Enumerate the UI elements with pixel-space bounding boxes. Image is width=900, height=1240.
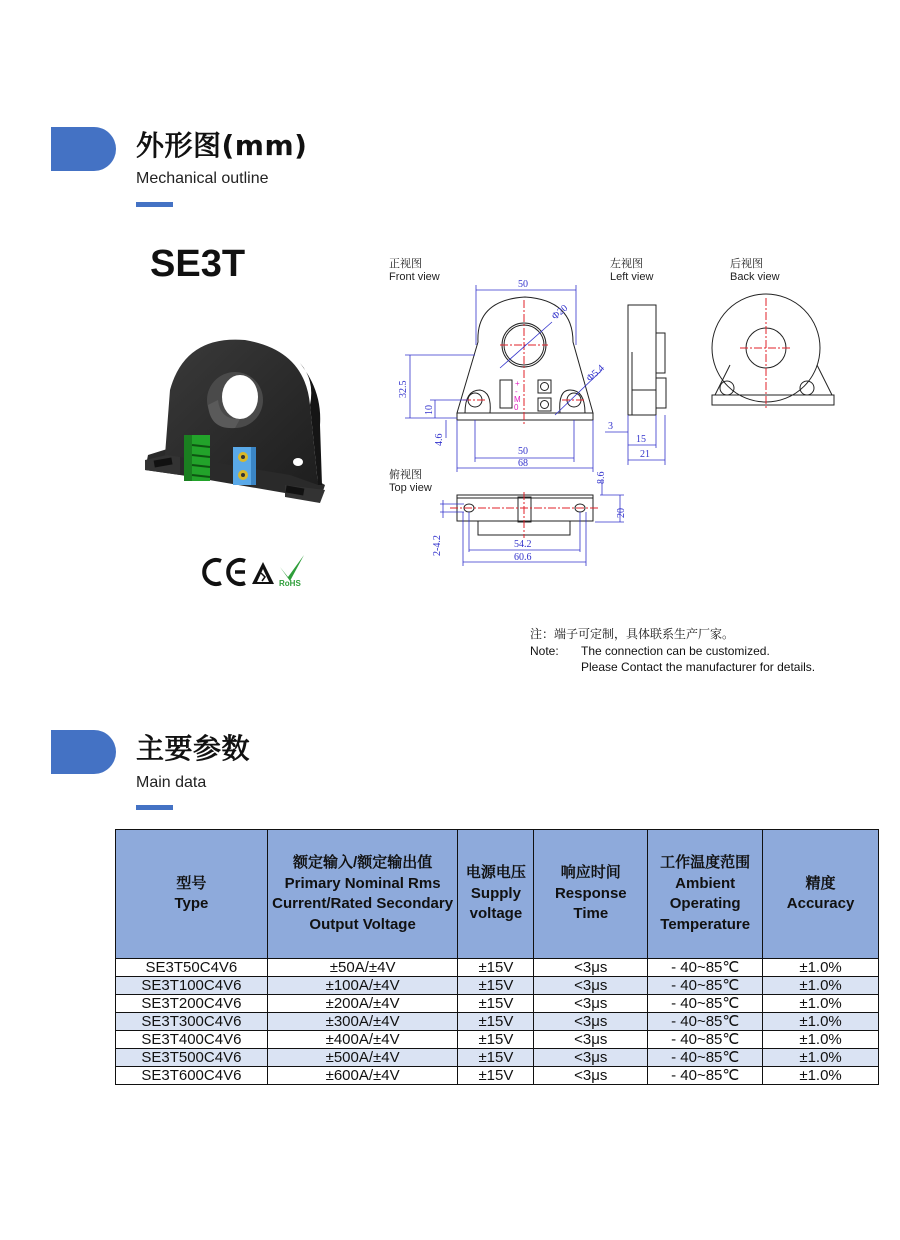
section-title-main-data: 主要参数 xyxy=(136,732,251,765)
spec-table xyxy=(115,829,879,1085)
table-row: SE3T200C4V6 ±200A/±4V ±15V <3μs - 40~85℃ ±1.0% xyxy=(116,995,879,1013)
table-row: SE3T400C4V6 ±400A/±4V ±15V <3μs - 40~85℃ ±1.0% xyxy=(116,1031,879,1049)
svg-text:Φ5.4: Φ5.4 xyxy=(584,362,607,385)
back-view-label: 后视图 Back view xyxy=(730,258,780,283)
svg-text:60.6: 60.6 xyxy=(514,552,532,563)
table-row: SE3T50C4V6 ±50A/±4V ±15V <3μs - 40~85℃ ±1.0% xyxy=(116,959,879,977)
header-temperature: 工作温度范围 Ambient Operating Temperature xyxy=(648,830,763,959)
header-type: 型号 Type xyxy=(116,830,268,959)
certification-marks xyxy=(200,553,306,587)
esd-mark-icon xyxy=(250,557,276,587)
header-supply-voltage: 电源电压 Supply voltage xyxy=(458,830,534,959)
rohs-mark-icon xyxy=(278,553,306,587)
svg-text:2-4.2: 2-4.2 xyxy=(432,535,443,556)
top-view-label: 俯视图 Top view xyxy=(389,469,432,494)
ce-mark-icon xyxy=(200,557,248,587)
table-row: SE3T100C4V6 ±100A/±4V ±15V <3μs - 40~85℃ ±1.0% xyxy=(116,977,879,995)
svg-text:+: + xyxy=(515,379,520,388)
svg-text:-: - xyxy=(515,387,518,396)
customization-note: 注：端子可定制，具体联系生产厂家。 Note: The connection can be customized. Please Contact the manufacturer for details. xyxy=(530,627,816,674)
svg-text:RoHS: RoHS xyxy=(279,579,301,587)
svg-text:3: 3 xyxy=(608,421,613,432)
table-row: SE3T500C4V6 ±500A/±4V ±15V <3μs - 40~85℃ ±1.0% xyxy=(116,1049,879,1067)
svg-text:20: 20 xyxy=(616,508,627,518)
svg-text:0: 0 xyxy=(514,403,519,412)
svg-text:21: 21 xyxy=(640,449,650,460)
table-row: SE3T300C4V6 ±300A/±4V ±15V <3μs - 40~85℃ ±1.0% xyxy=(116,1013,879,1031)
section-subtitle-main-data: Main data xyxy=(136,774,207,791)
section-tab-marker xyxy=(51,127,116,171)
front-view-label: 正视图 Front view xyxy=(389,258,440,283)
left-view-label: 左视图 Left view xyxy=(610,258,654,283)
svg-text:Φ20: Φ20 xyxy=(549,302,571,323)
section-subtitle-outline: Mechanical outline xyxy=(136,170,269,187)
svg-text:54.2: 54.2 xyxy=(514,539,532,550)
svg-text:15: 15 xyxy=(636,434,646,445)
svg-text:10: 10 xyxy=(424,405,435,415)
svg-text:50: 50 xyxy=(518,446,528,457)
mechanical-drawing xyxy=(380,270,860,580)
model-name: SE3T xyxy=(150,243,246,285)
svg-text:32.5: 32.5 xyxy=(398,380,409,398)
table-row: SE3T600C4V6 ±600A/±4V ±15V <3μs - 40~85℃ ±1.0% xyxy=(116,1067,879,1085)
section-underline xyxy=(136,805,173,810)
svg-text:8.6: 8.6 xyxy=(596,471,607,484)
svg-text:68: 68 xyxy=(518,458,528,469)
section-underline xyxy=(136,202,173,207)
section-title-outline: 外形图(mm) xyxy=(136,129,308,162)
header-rated-io: 额定输入/额定输出值 Primary Nominal Rms Current/Rated Secondary Output Voltage xyxy=(267,830,458,959)
product-image xyxy=(140,335,330,510)
header-accuracy: 精度 Accuracy xyxy=(763,830,879,959)
header-response-time: 响应时间 Response Time xyxy=(534,830,648,959)
svg-text:4.6: 4.6 xyxy=(434,433,445,446)
svg-text:50: 50 xyxy=(518,279,528,290)
table-header-row xyxy=(116,830,879,959)
svg-text:M: M xyxy=(514,395,521,404)
section-tab-marker xyxy=(51,730,116,774)
